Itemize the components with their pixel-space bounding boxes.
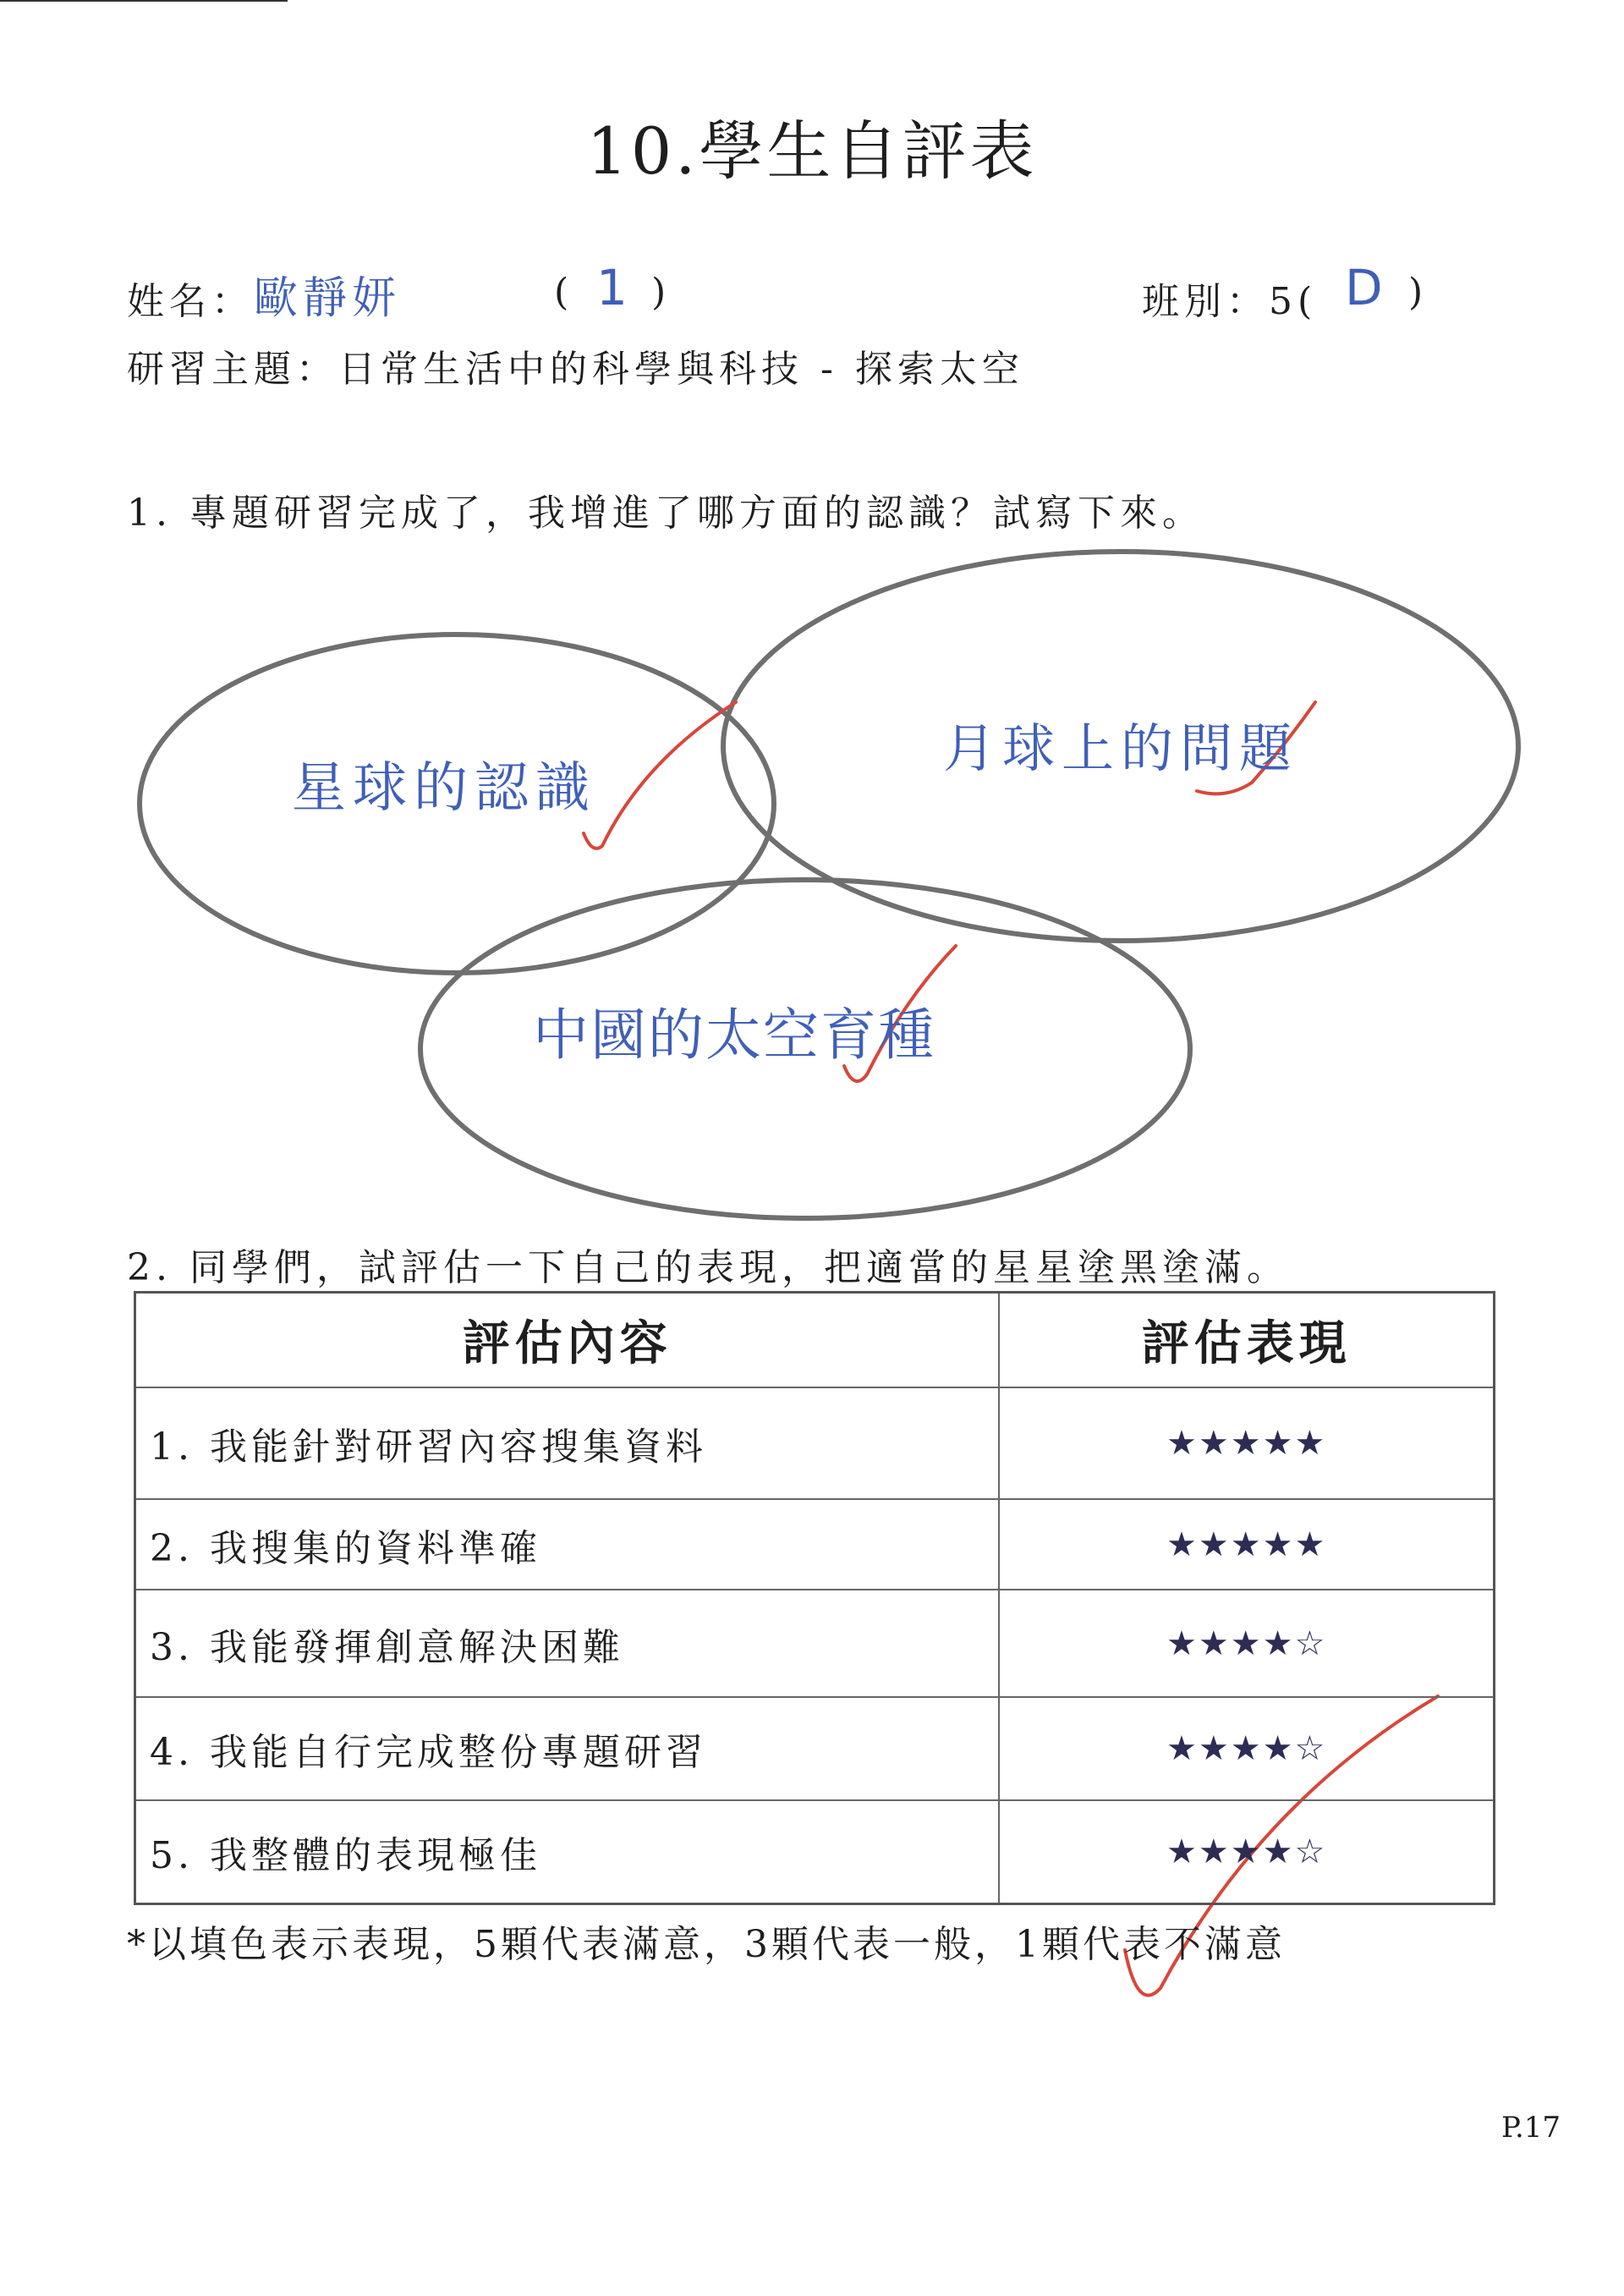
row-item: 2. 我搜集的資料準確 <box>135 1499 1000 1590</box>
class-close: ) <box>1408 271 1429 314</box>
class-label: 班別：5( <box>1142 280 1318 323</box>
answer-1: 星球的認識 <box>292 757 596 820</box>
table-row <box>135 1800 1495 1904</box>
star-rating[interactable]: ★★★★★ <box>999 1387 1494 1499</box>
class-value: D <box>1345 259 1383 316</box>
table-row <box>135 1499 1495 1590</box>
rating-table <box>134 1291 1495 1905</box>
table-row <box>135 1697 1495 1800</box>
header-performance: 評估表現 <box>999 1293 1494 1388</box>
answer-2: 月球上的問題 <box>943 717 1299 779</box>
name-value: 歐靜妍 <box>254 273 402 324</box>
table-header-row <box>135 1293 1495 1388</box>
star-rating[interactable]: ★★★★☆ <box>999 1590 1494 1697</box>
topic-value: 日常生活中的科學與科技 - 探索太空 <box>338 348 1024 391</box>
star-rating[interactable]: ★★★★★ <box>999 1499 1494 1590</box>
row-item: 5. 我整體的表現極佳 <box>135 1800 1000 1904</box>
question2-prompt: 2. 同學們，試評估一下自己的表現，把適當的星星塗黑塗滿。 <box>127 1246 1289 1289</box>
answer-3: 中國的太空育種 <box>533 1002 935 1068</box>
page-number: P.17 <box>1501 2111 1561 2145</box>
row-item: 4. 我能自行完成整份專題研習 <box>135 1697 1000 1800</box>
check-mark-1 <box>584 702 736 849</box>
page-title: 10.學生自評表 <box>586 113 1038 189</box>
question1-prompt: 1. 專題研習完成了，我增進了哪方面的認識？試寫下來。 <box>127 492 1204 535</box>
number-close: ) <box>651 271 672 314</box>
number-open: ( <box>554 271 574 314</box>
topic-label: 研習主題： <box>127 348 338 391</box>
row-item: 1. 我能針對研習內容搜集資料 <box>135 1387 1000 1499</box>
header-content: 評估內容 <box>135 1293 1000 1388</box>
star-rating[interactable]: ★★★★☆ <box>999 1697 1494 1800</box>
table-row <box>135 1590 1495 1697</box>
table-row <box>135 1387 1495 1499</box>
rating-note: *以填色表示表現，5顆代表滿意，3顆代表一般，1顆代表不滿意 <box>127 1923 1286 1966</box>
number-value: 1 <box>596 259 628 316</box>
row-item: 3. 我能發揮創意解決困難 <box>135 1590 1000 1697</box>
name-label: 姓名： <box>127 280 254 323</box>
star-rating[interactable]: ★★★★☆ <box>999 1800 1494 1904</box>
